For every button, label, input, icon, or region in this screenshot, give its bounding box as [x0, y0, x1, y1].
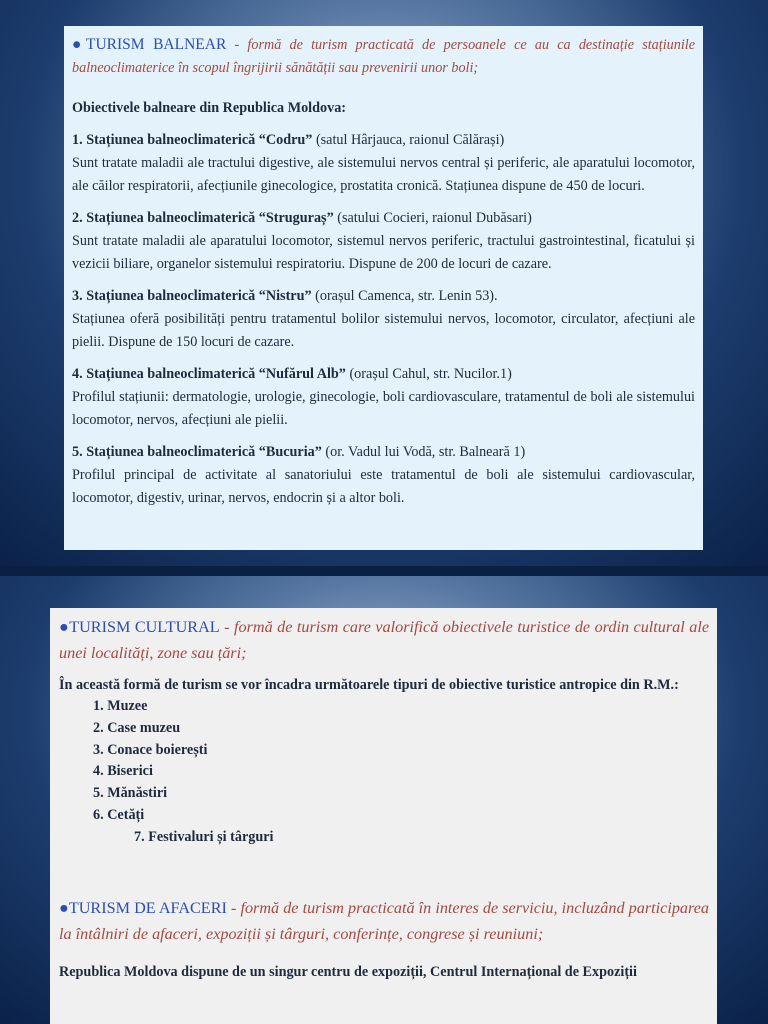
balnear-text-box: [64, 26, 703, 550]
resort-name: 4. Stațiunea balneoclimaterică “Nufărul Alb”: [72, 366, 346, 382]
resort-name: 2. Stațiunea balneoclimaterică “Struguraș”: [72, 210, 334, 226]
cultural-title: ●TURISM CULTURAL: [59, 618, 220, 636]
resort-location: (satul Hârjauca, raionul Călărași): [312, 132, 505, 148]
resort-item: [72, 363, 695, 432]
resort-name: 5. Stațiunea balneoclimaterică “Bucuria”: [72, 444, 322, 460]
list-item: 6. Cetăți: [93, 806, 145, 823]
slide-cultural-business: [0, 576, 768, 1024]
balnear-definition: [72, 33, 695, 80]
cultural-text-box: [50, 608, 717, 1024]
cultural-definition-text: formă de turism care valorifică obiectivele turistice de ordin cultural ale unei localități, zone sau țări;: [59, 618, 710, 662]
list-item: 1. Muzee: [93, 698, 148, 714]
resort-description: Stațiunea oferă posibilități pentru tratamentul bolilor sistemului nervos, locomotor, circulator, afecțiuni ale pielii. Dispune de 150 locuri de cazare.: [72, 311, 695, 350]
resort-location: (satului Cocieri, raionul Dubăsari): [333, 210, 532, 226]
list-item: 4. Biserici: [93, 763, 153, 780]
resort-description: Sunt tratate maladii ale tractului digestive, ale sistemului nervos central și periferic, ale aparatului locomotor, ale căilor respiratorii, afecțiunile ginecologice, prostatita cronică. Stațiunea dispune de 450 de locuri.: [72, 155, 695, 194]
resort-description: Sunt tratate maladii ale aparatului locomotor, sistemul nervos periferic, tractului gastrointestinal, ficatului și vezicii biliare, organelor sistemului respiratoriu. Dispune de 200 de locuri de cazare.: [72, 233, 695, 272]
business-title: ●TURISM DE AFACERI: [59, 898, 227, 917]
business-separator: -: [226, 898, 241, 917]
list-item: 2. Case muzeu: [93, 719, 181, 736]
resort-name: 1. Stațiunea balneoclimaterică “Codru”: [72, 132, 313, 148]
resort-description: Profilul principal de activitate al sanatoriului este tratamentul de boli ale sistemului cardiovascular, locomotor, digestiv, urinar, nervos, endocrin și a altor boli.: [72, 467, 695, 506]
resort-location: (orașul Camenca, str. Lenin 53).: [311, 288, 498, 304]
cultural-separator: -: [219, 618, 234, 636]
resort-location: (or. Vadul lui Vodă, str. Balneară 1): [321, 444, 526, 460]
list-item: 7. Festivaluri și târguri: [134, 828, 274, 845]
resort-item: [72, 129, 695, 198]
list-item: 5. Mănăstiri: [93, 785, 168, 802]
resort-item: [72, 441, 695, 510]
business-note: Republica Moldova dispune de un singur centru de expoziții, Centrul Internațional de Expoziții: [59, 963, 637, 980]
cultural-definition: [59, 614, 709, 666]
business-definition: [59, 895, 709, 947]
balnear-title: ●TURISM BALNEAR: [72, 36, 227, 53]
resort-location: (orașul Cahul, str. Nucilor.1): [345, 366, 512, 382]
balnear-separator: -: [226, 37, 248, 53]
business-definition-text: formă de turism practicată în interes de serviciu, incluzând participarea la întâlniri de afaceri, expoziții și târguri, conferințe, congrese și reuniuni;: [59, 898, 709, 943]
objectives-heading: Obiectivele balneare din Republica Moldova:: [72, 100, 347, 116]
resort-description: Profilul stațiunii: dermatologie, urologie, ginecologie, boli cardiovasculare, tratamentul de boli ale sistemului locomotor, nervos, afecțiuni ale pielii.: [72, 389, 695, 428]
balnear-definition-text: formă de turism practicată de persoanele ce au ca destinație stațiunile balneoclimaterice în scopul îngrijirii sănătății sau prevenirii unor boli;: [72, 37, 696, 76]
cultural-intro: În această formă de turism se vor încadra următoarele tipuri de obiective turistice antropice din R.M.:: [59, 677, 679, 693]
resort-item: [72, 285, 695, 354]
objective-types-list: [59, 696, 709, 849]
list-item: 3. Conace boierești: [93, 741, 208, 758]
resort-item: [72, 207, 695, 276]
resort-name: 3. Stațiunea balneoclimaterică “Nistru”: [72, 288, 312, 304]
slide-divider: [0, 566, 768, 576]
